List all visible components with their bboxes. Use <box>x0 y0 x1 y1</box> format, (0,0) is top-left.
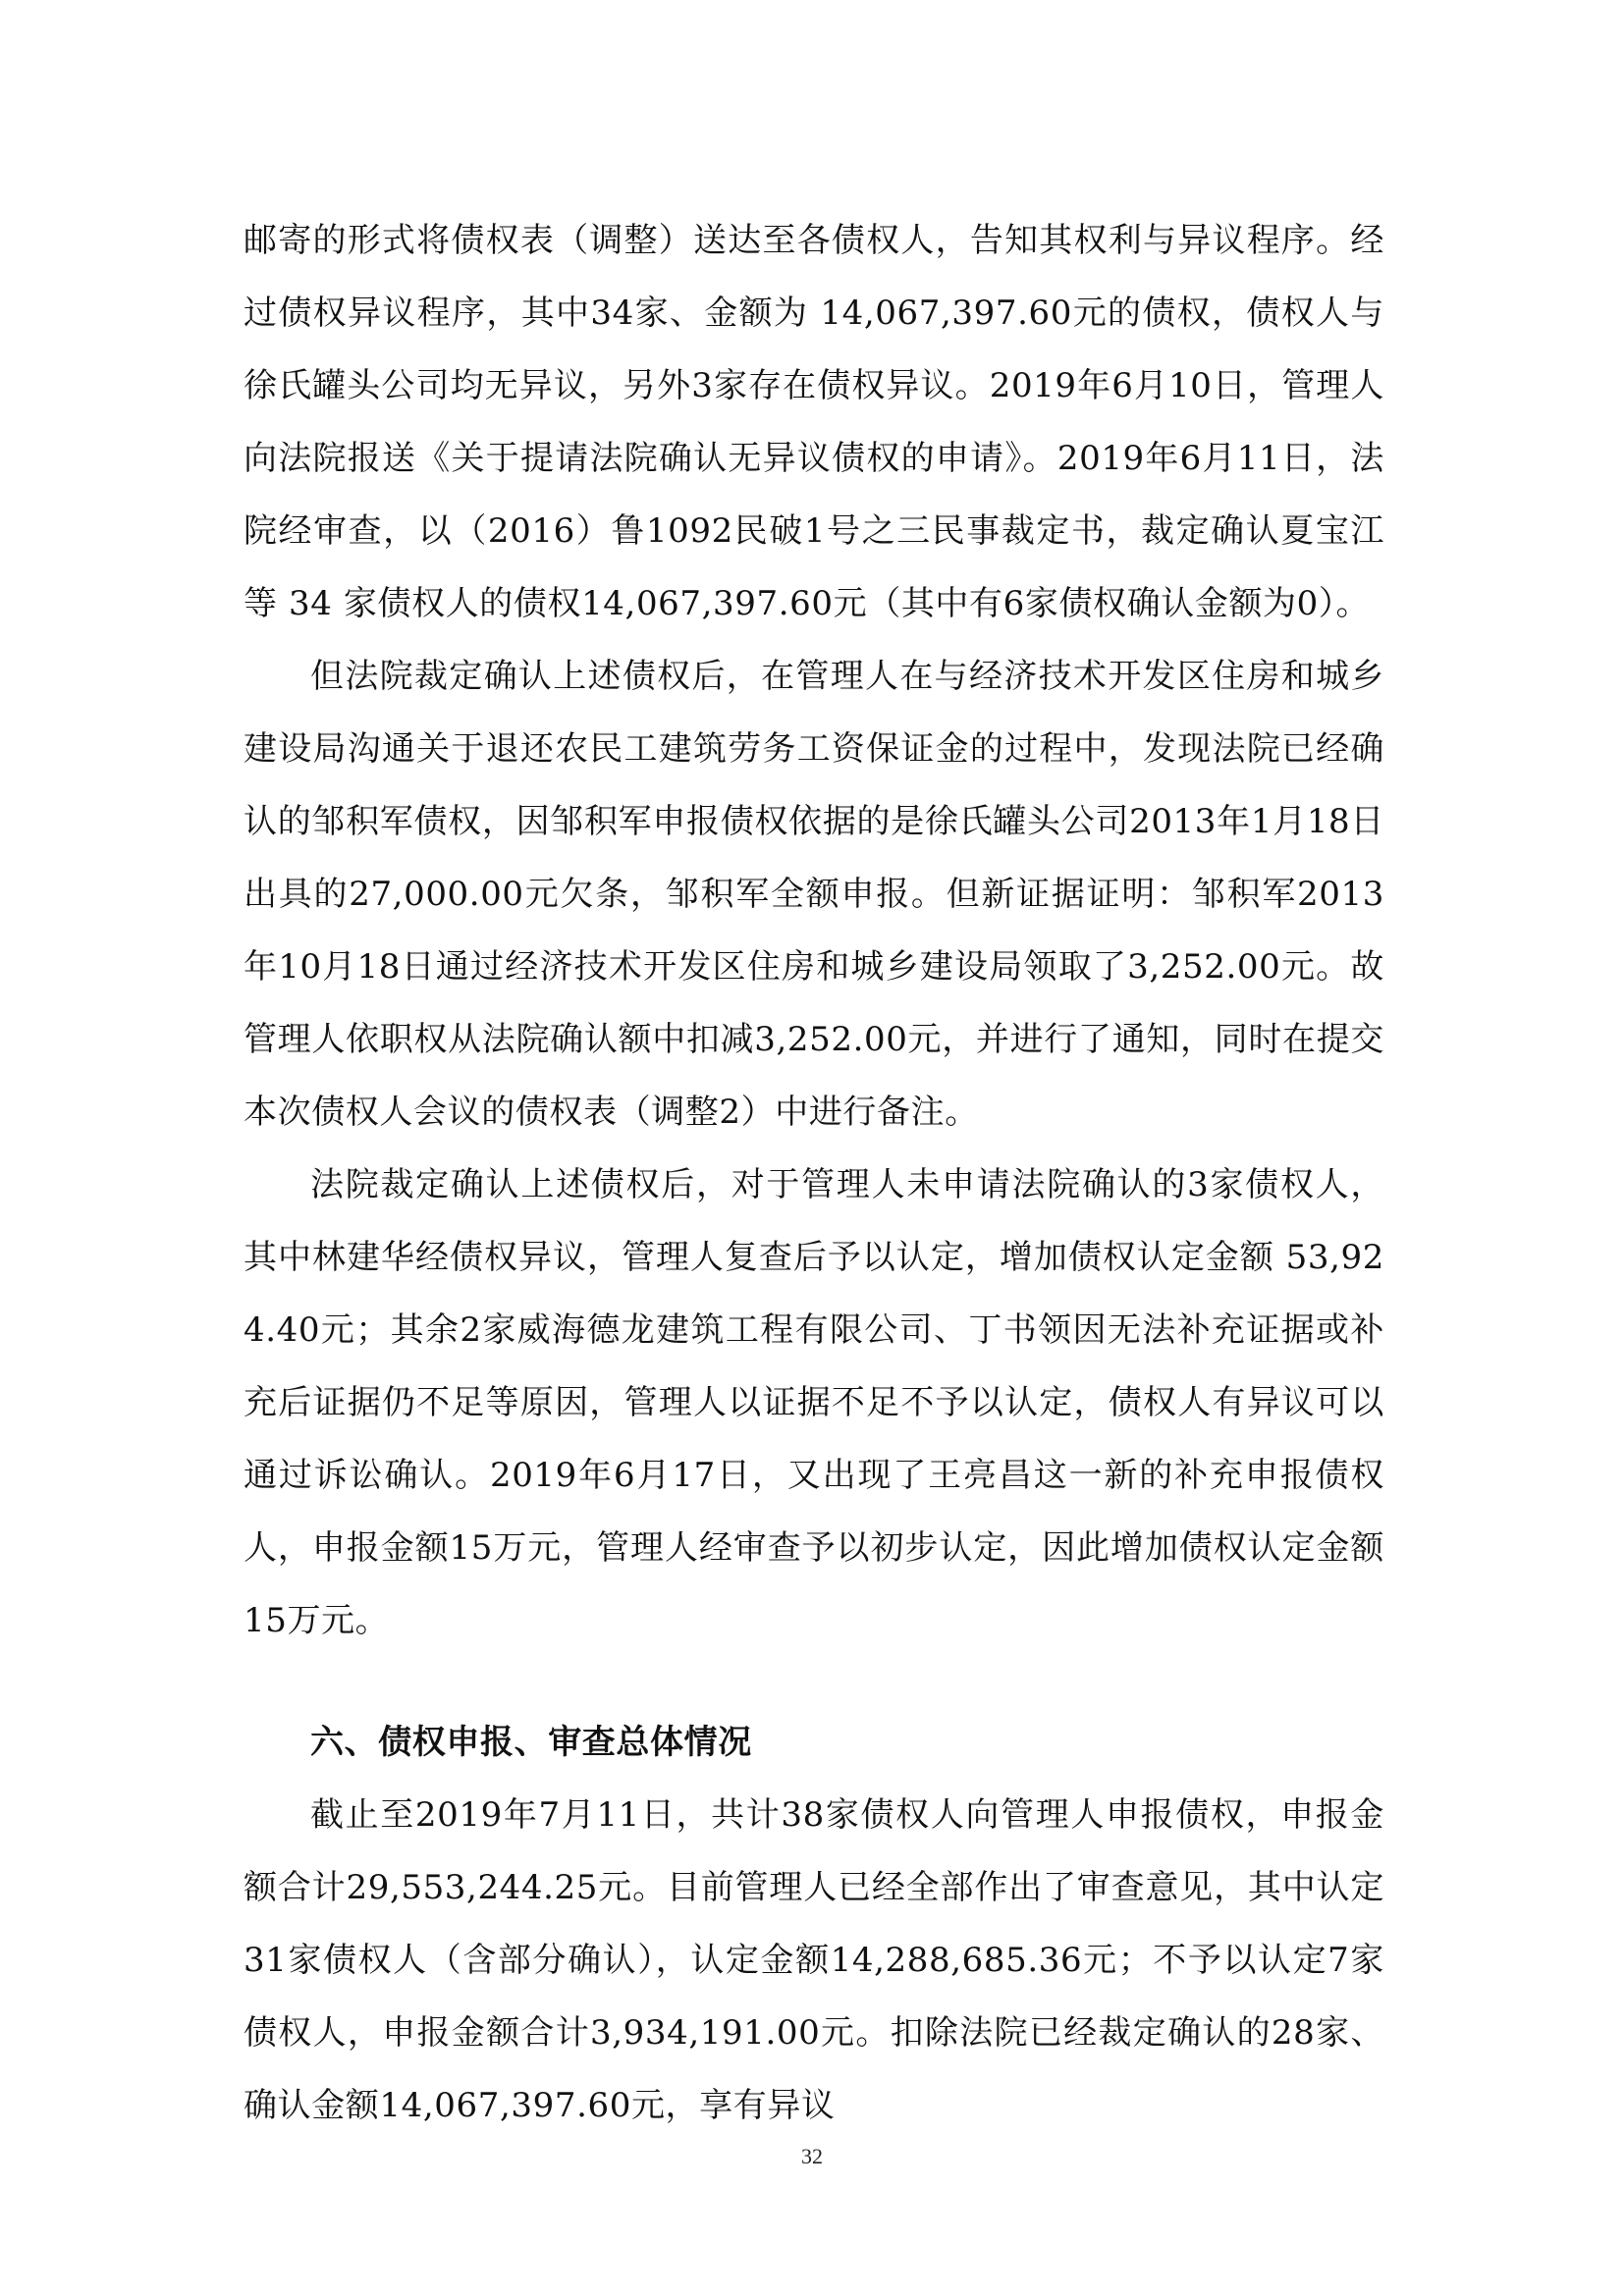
document-body <box>244 204 1384 2142</box>
page-number: 32 <box>801 2144 823 2168</box>
paragraph-zou-jijun-adjustment: 但法院裁定确认上述债权后，在管理人在与经济技术开发区住房和城乡建设局沟通关于退还农民工建筑劳务工资保证金的过程中，发现法院已经确认的邹积军债权，因邹积军申报债权依据的是徐氏罐头公司2013年1月18日出具的27,000.00元欠条，邹积军全额申报。但新证据证明：邹积军2013年10月18日通过经济技术开发区住房和城乡建设局领取了3,252.00元。故管理人依职权从法院确认额中扣减3,252.00元，并进行了通知，同时在提交本次债权人会议的债权表（调整2）中进行备注。 <box>244 657 1384 1132</box>
paragraph-overall-status: 截止至2019年7月11日，共计38家债权人向管理人申报债权，申报金额合计29,553,244.25元。目前管理人已经全部作出了审查意见，其中认定31家债权人（含部分确认），认定金额14,288,685.36元；不予以认定7家债权人，申报金额合计3,934,191.00元。扣除法院已经裁定确认的28家、确认金额14,067,397.60元，享有异议 <box>244 1795 1384 2125</box>
paragraph-unconfirmed-claims: 法院裁定确认上述债权后，对于管理人未申请法院确认的3家债权人，其中林建华经债权异议，管理人复查后予以认定，增加债权认定金额 53,924.40元；其余2家威海德龙建筑工程有限公司、丁书领因无法补充证据或补充后证据仍不足等原因，管理人以证据不足不予以认定，债权人有异议可以通过诉讼确认。2019年6月17日，又出现了王亮昌这一新的补充申报债权人，申报金额15万元，管理人经审查予以初步认定，因此增加债权认定金额 15万元。 <box>244 1165 1384 1640</box>
paragraph-continued: 邮寄的形式将债权表（调整）送达至各债权人，告知其权利与异议程序。经过债权异议程序，其中34家、金额为 14,067,397.60元的债权，债权人与徐氏罐头公司均无异议，另外3家存在债权异议。2019年6月10日，管理人向法院报送《关于提请法院确认无异议债权的申请》。2019年6月11日，法院经审查，以（2016）鲁1092民破1号之三民事裁定书，裁定确认夏宝江等 34 家债权人的债权14,067,397.60元（其中有6家债权确认金额为0）。 <box>244 221 1384 623</box>
section-heading: 六、债权申报、审查总体情况 <box>310 1723 752 1762</box>
